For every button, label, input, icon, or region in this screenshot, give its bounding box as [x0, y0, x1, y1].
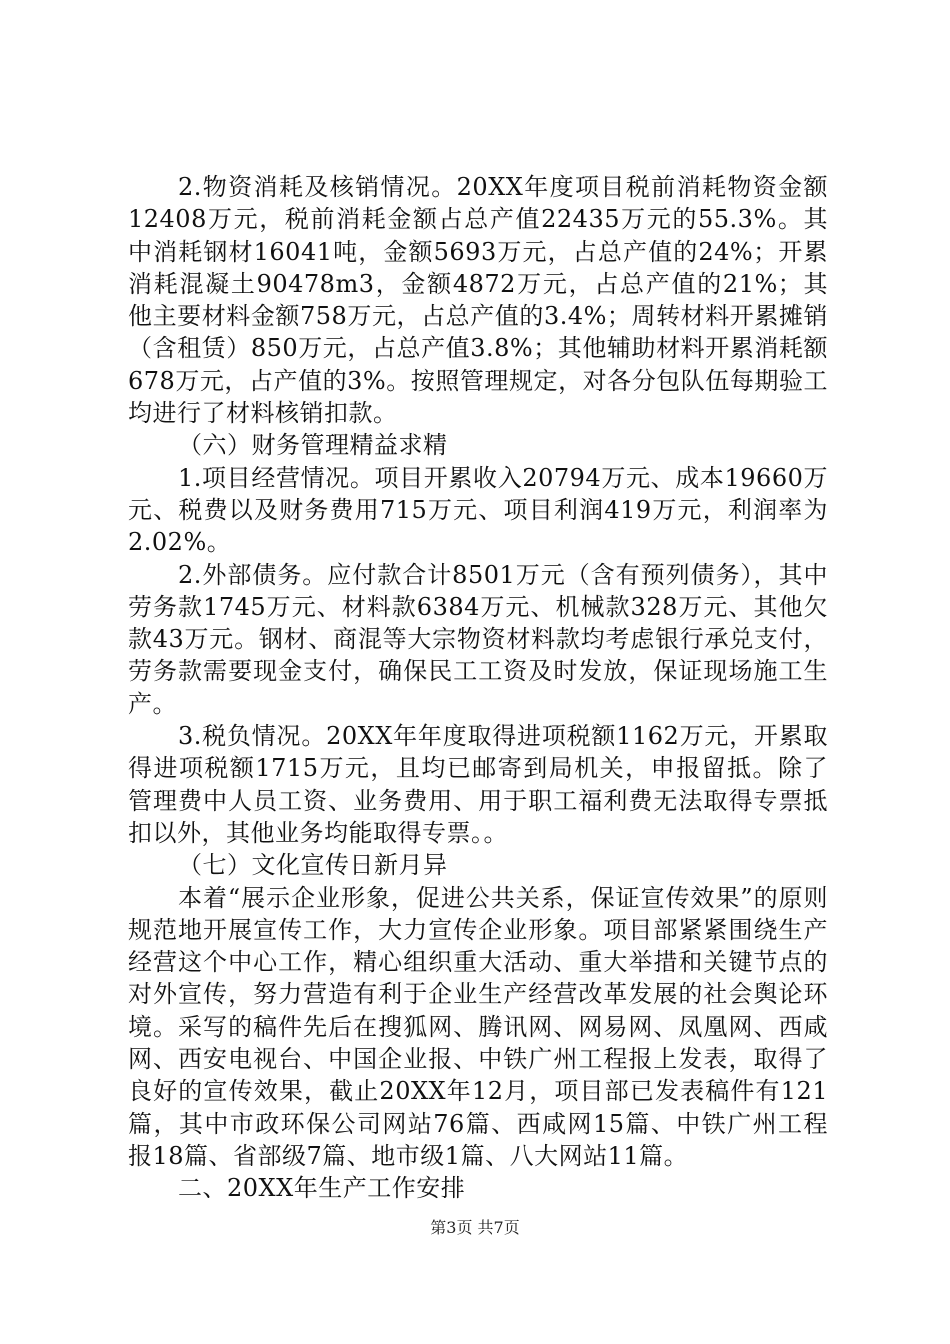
section-heading-culture: （七）文化宣传日新月异: [178, 851, 448, 880]
paragraph-external-debt: 2.外部债务。应付款合计8501万元（含有预列债务），其中劳务款1745万元、材料款6384万元、机械款328万元、其他欠款43万元。钢材、商混等大宗物资材料款均考虑银行承兑支付，劳务款需要现金支付，确保民工工资及时发放，保证现场施工生产。: [128, 560, 828, 718]
page-footer: 第3页 共7页: [430, 1218, 520, 1237]
paragraph-material-consumption: 2.物资消耗及核销情况。20XX年度项目税前消耗物资金额12408万元，税前消耗金额占总产值22435万元的55.3%。其中消耗钢材16041吨，金额5693万元，占总产值的24%；开累消耗混凝土90478m3，金额4872万元，占总产值的21%；其他主要材料金额758万元，占总产值的3.4%；周转材料开累摊销（含租赁）850万元，占总产值3.8%；其他辅助材料开累消耗额678万元，占产值的3%。按照管理规定，对各分包队伍每期验工均进行了材料核销扣款。: [128, 173, 828, 428]
paragraph-project-operations: 1.项目经营情况。项目开累收入20794万元、成本19660万元、税费以及财务费用715万元、项目利润419万元，利润率为2.02%。: [128, 463, 828, 557]
paragraph-publicity: 本着“展示企业形象，促进公共关系，保证宣传效果”的原则规范地开展宣传工作，大力宣传企业形象。项目部紧紧围绕生产经营这个中心工作，精心组织重大活动、重大举措和关键节点的对外宣传，努力营造有利于企业生产经营改革发展的社会舆论环境。采写的稿件先后在搜狐网、腾讯网、网易网、凤凰网、西咸网、西安电视台、中国企业报、中铁广州工程报上发表，取得了良好的宣传效果，截止20XX年12月，项目部已发表稿件有121篇，其中市政环保公司网站76篇、西咸网15篇、中铁广州工程报18篇、省部级7篇、地市级1篇、八大网站11篇。: [128, 883, 828, 1170]
document-body: [128, 171, 828, 1205]
section-heading-production-plan: 二、20XX年生产工作安排: [178, 1174, 466, 1203]
paragraph-tax-burden: 3.税负情况。20XX年年度取得进项税额1162万元，开累取得进项税额1715万元，且均已邮寄到局机关，申报留抵。除了管理费中人员工资、业务费用、用于职工福利费无法取得专票抵扣以外，其他业务均能取得专票。。: [128, 722, 828, 847]
section-heading-finance: （六）财务管理精益求精: [178, 431, 448, 460]
